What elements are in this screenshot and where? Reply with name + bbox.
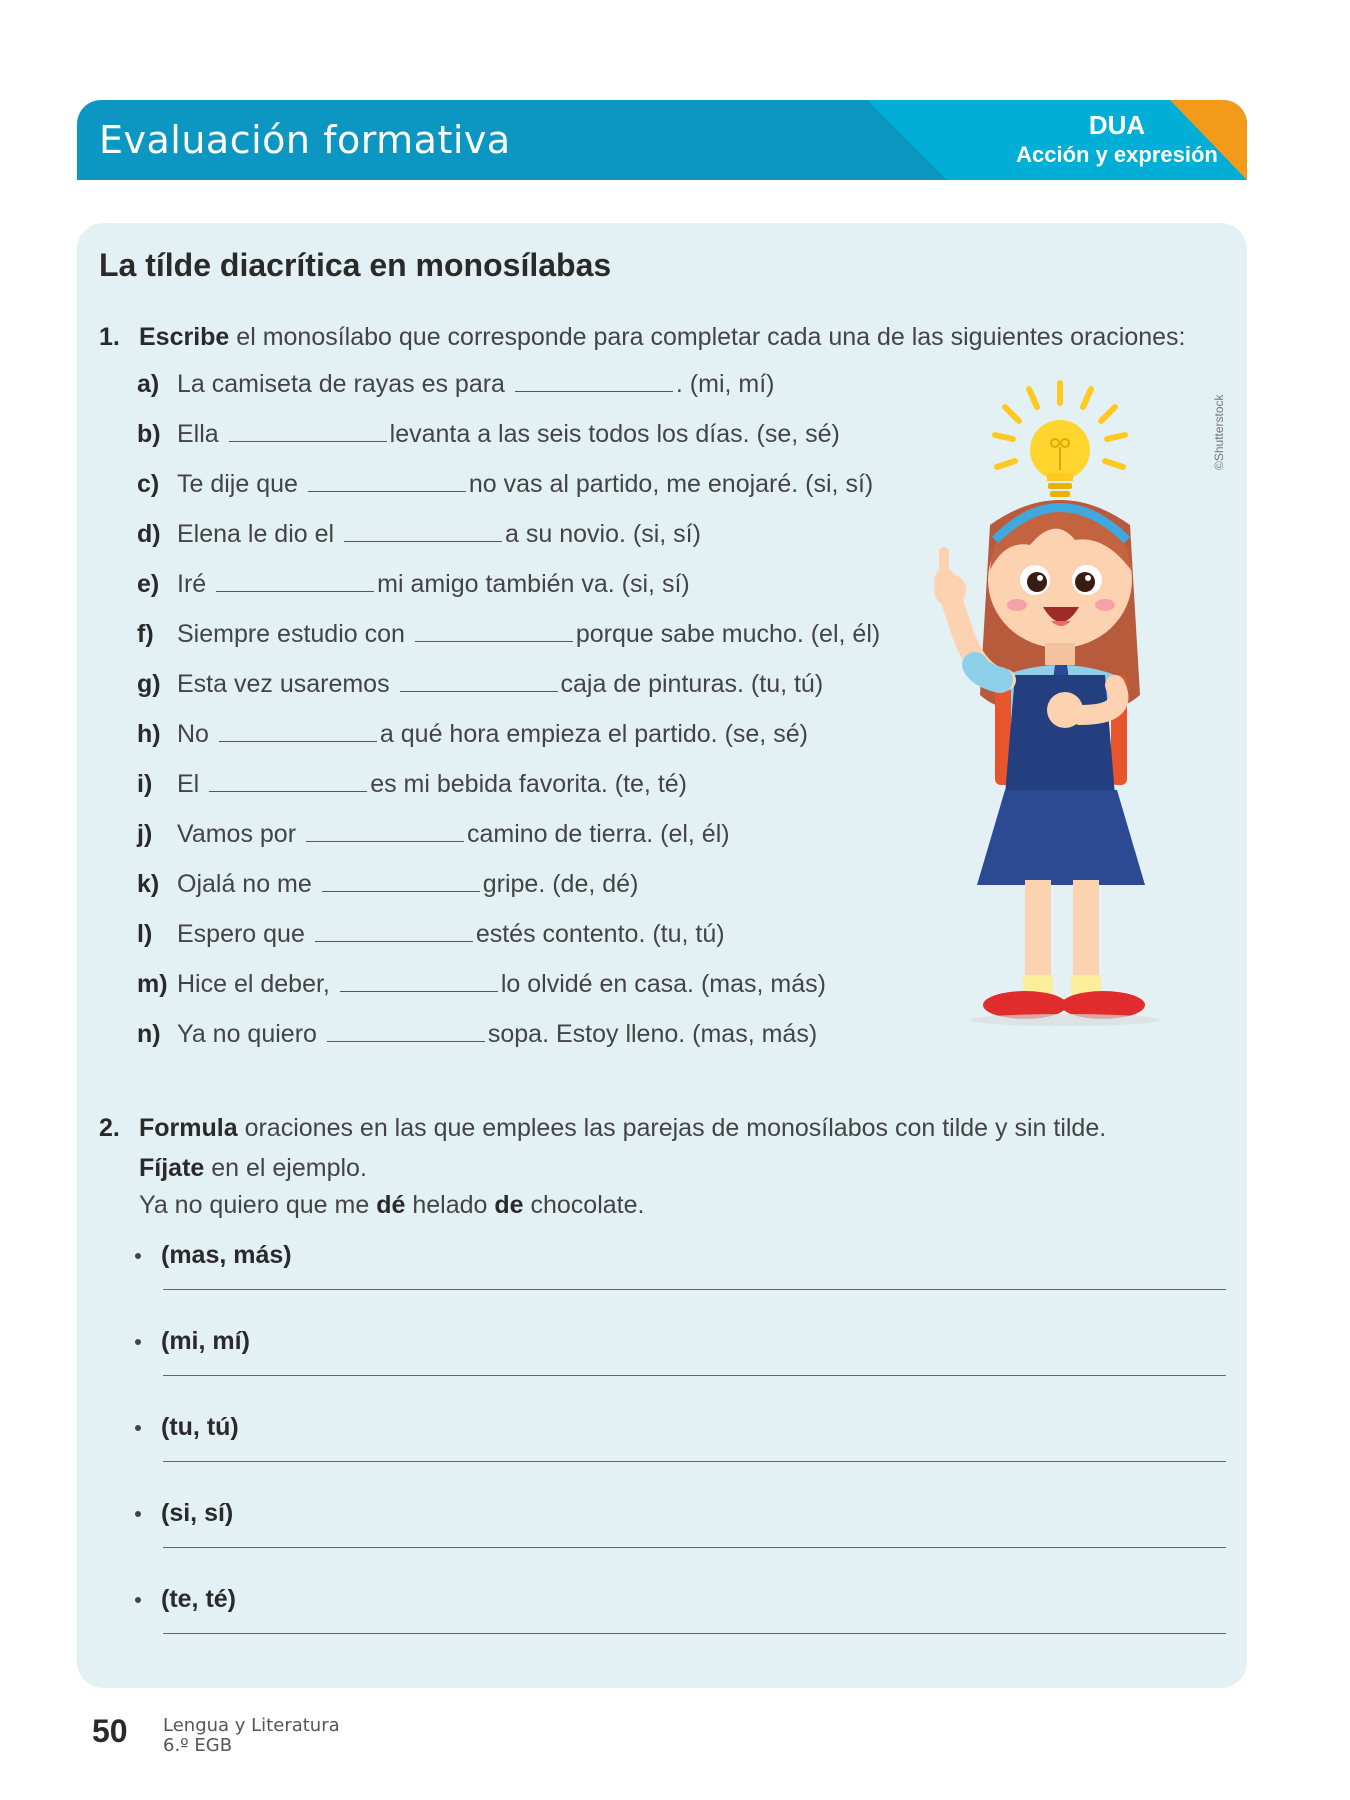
dua-title: DUA: [1088, 110, 1146, 140]
fill-in-list: [137, 370, 880, 1070]
question-number: 2.: [99, 1114, 120, 1142]
answer-blank[interactable]: [322, 871, 480, 892]
bullet-icon: [135, 1253, 141, 1259]
pair-item: (si, sí): [135, 1499, 1225, 1585]
answer-line[interactable]: [163, 1547, 1226, 1548]
answer-blank[interactable]: [315, 921, 473, 942]
fill-in-item: d) Elena le dio el a su novio. (si, sí): [137, 520, 701, 548]
answer-line[interactable]: [163, 1461, 1226, 1462]
answer-blank[interactable]: [209, 771, 367, 792]
bullet-icon: [135, 1339, 141, 1345]
sentence-pairs-list: [135, 1241, 1225, 1671]
fill-in-item: g) Esta vez usaremos caja de pinturas. (tu, tú): [137, 670, 824, 698]
pair-item: (te, té): [135, 1585, 1225, 1671]
bullet-icon: [135, 1425, 141, 1431]
answer-blank[interactable]: [400, 671, 558, 692]
fill-in-item: i) El es mi bebida favorita. (te, té): [137, 770, 687, 798]
question-verb: Formula: [139, 1114, 238, 1142]
lightbulb-icon: [995, 383, 1125, 497]
fill-in-item: e) Iré mi amigo también va. (si, sí): [137, 570, 690, 598]
answer-blank[interactable]: [306, 821, 464, 842]
answer-line[interactable]: [163, 1375, 1226, 1376]
fill-in-item: a) La camiseta de rayas es para . (mi, mí): [137, 370, 775, 398]
answer-blank[interactable]: [515, 371, 673, 392]
answer-blank[interactable]: [308, 471, 466, 492]
answer-blank[interactable]: [415, 621, 573, 642]
fill-in-item: c) Te dije que no vas al partido, me enojaré. (si, sí): [137, 470, 874, 498]
answer-line[interactable]: [163, 1289, 1226, 1290]
answer-blank[interactable]: [344, 521, 502, 542]
bullet-icon: [135, 1597, 141, 1603]
fill-in-item: h) No a qué hora empieza el partido. (se, sé): [137, 720, 808, 748]
answer-blank[interactable]: [219, 721, 377, 742]
fill-in-item: b) Ella levanta a las seis todos los días. (se, sé): [137, 420, 840, 448]
dua-subtitle: Acción y expresión: [1016, 142, 1218, 167]
image-credit: ©Shutterstock: [1212, 394, 1226, 470]
fill-in-item: j) Vamos por camino de tierra. (el, él): [137, 820, 730, 848]
question-1: [99, 323, 1186, 352]
answer-blank[interactable]: [327, 1021, 485, 1042]
page-title: Evaluación formativa: [99, 118, 511, 162]
section-title: La tílde diacrítica en monosílabas: [99, 247, 612, 283]
girl-lightbulb-illustration: [905, 375, 1175, 1045]
grade-label: 6.º EGB: [163, 1735, 233, 1756]
fill-in-item: f) Siempre estudio con porque sabe mucho. (el, él): [137, 620, 881, 648]
fill-in-item: k) Ojalá no me gripe. (de, dé): [137, 870, 639, 898]
answer-blank[interactable]: [216, 571, 374, 592]
dua-badge: [867, 100, 1247, 180]
pair-item: (mi, mí): [135, 1327, 1225, 1413]
fill-in-item: l) Espero que estés contento. (tu, tú): [137, 920, 725, 948]
footer-subject: [163, 1716, 340, 1756]
bullet-icon: [135, 1511, 141, 1517]
subject-name: Lengua y Literatura: [163, 1715, 340, 1736]
page-number: 50: [92, 1713, 128, 1749]
answer-line[interactable]: [163, 1633, 1226, 1634]
question-2: [99, 1108, 1106, 1188]
pair-item: (tu, tú): [135, 1413, 1225, 1499]
header-banner: [77, 100, 1247, 180]
answer-blank[interactable]: [340, 971, 498, 992]
question-text: el monosílabo que corresponde para completar cada una de las siguientes oraciones:: [229, 323, 1186, 351]
instruction-verb: Fíjate: [139, 1154, 205, 1182]
answer-blank[interactable]: [229, 421, 387, 442]
question-verb: Escribe: [139, 323, 230, 351]
example-sentence: Ya no quiero que me dé helado de chocolate.: [139, 1191, 645, 1219]
question-text: oraciones en las que emplees las parejas de monosílabos con tilde y sin tilde.: [237, 1114, 1107, 1142]
fill-in-item: m) Hice el deber, lo olvidé en casa. (mas, más): [137, 970, 826, 998]
question-number: 1.: [99, 323, 120, 351]
pair-item: (mas, más): [135, 1241, 1225, 1327]
instruction-text: en el ejemplo.: [204, 1154, 367, 1182]
fill-in-item: n) Ya no quiero sopa. Estoy lleno. (mas, más): [137, 1020, 818, 1048]
